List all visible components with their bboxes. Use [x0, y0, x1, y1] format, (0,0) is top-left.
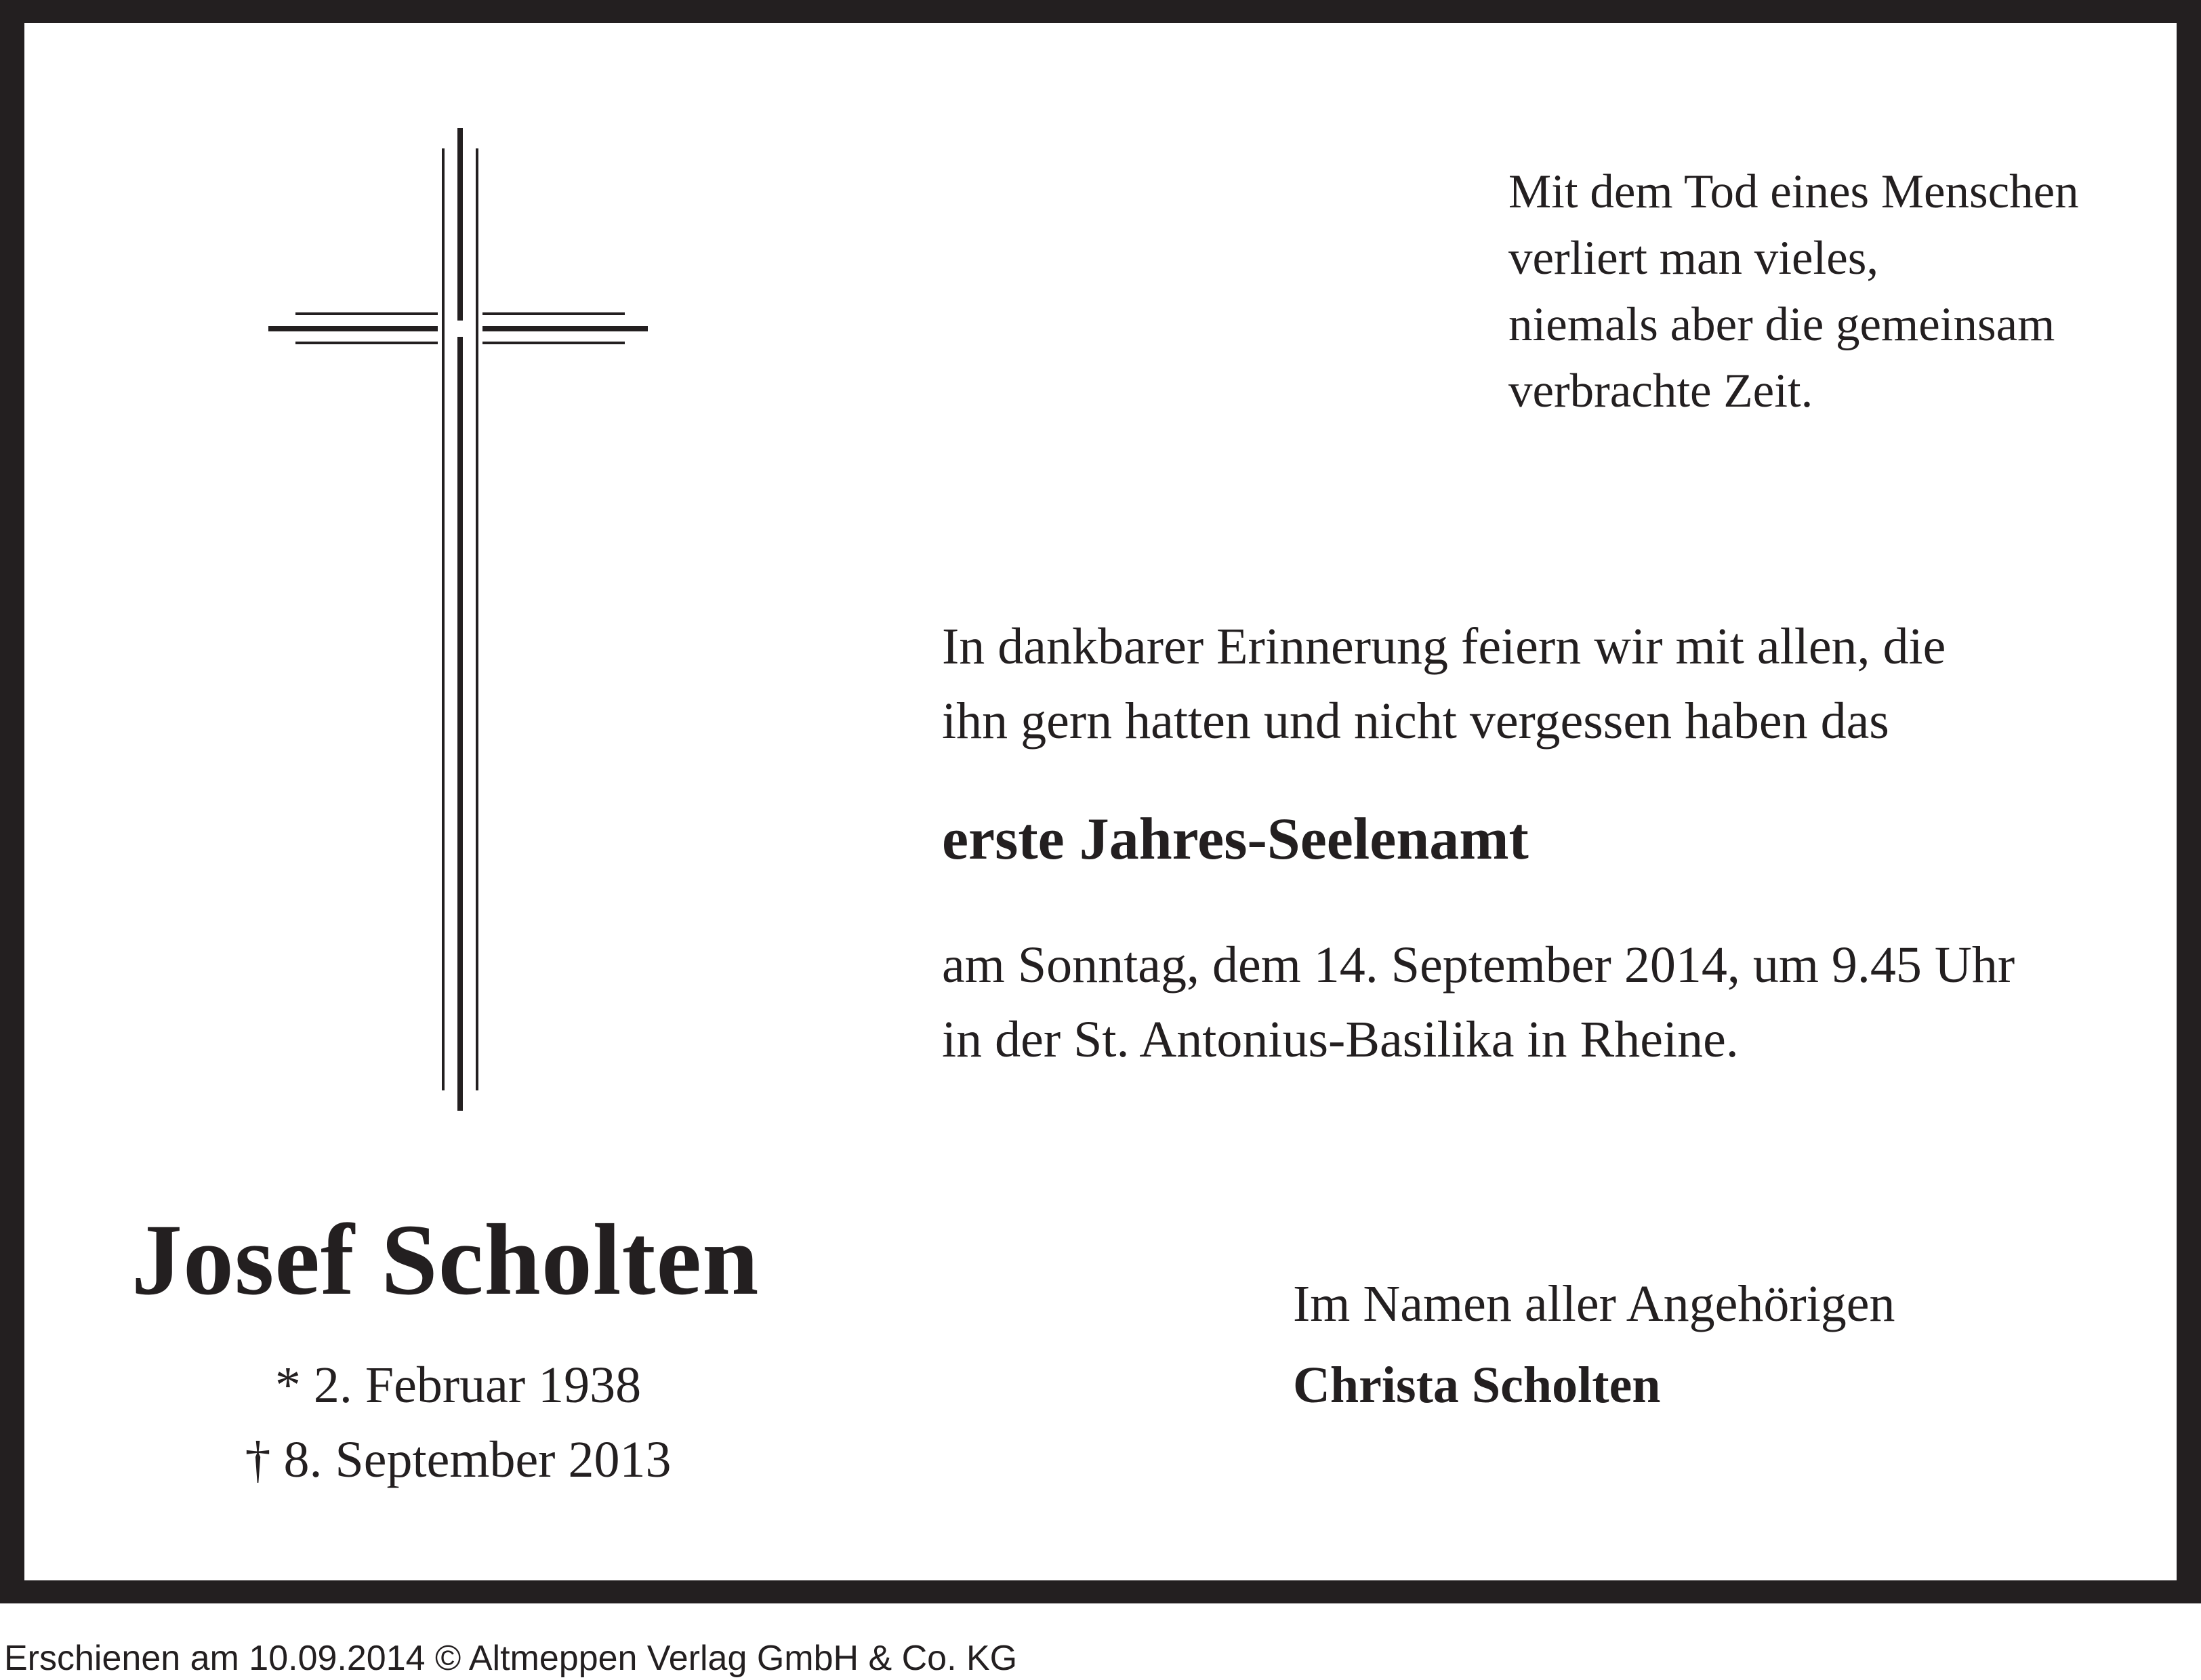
motto-line: verbrachte Zeit. — [1508, 365, 1813, 417]
cross-icon — [268, 128, 648, 1111]
death-date: † 8. September 2013 — [245, 1431, 672, 1488]
motto-verse — [1508, 159, 2186, 424]
mass-when-line: am Sonntag, dem 14. September 2014, um 9.45 Uhr — [942, 937, 2015, 993]
signoff — [1293, 1263, 1895, 1426]
motto-line: niemals aber die gemeinsam — [1508, 298, 2055, 351]
life-dates — [133, 1348, 783, 1497]
signer-name: Christa Scholten — [1293, 1357, 1661, 1414]
birth-date: * 2. Februar 1938 — [274, 1357, 642, 1414]
memory-text — [942, 609, 2196, 758]
deceased-name: Josef Scholten — [131, 1204, 760, 1316]
mass-date-location — [942, 928, 2196, 1077]
motto-line: verliert man vieles, — [1508, 232, 1879, 285]
memory-line: In dankbarer Erinnerung feiern wir mit allen, die — [942, 618, 1946, 675]
memory-line: ihn gern hatten und nicht vergessen haben das — [942, 693, 1889, 750]
publication-footer: Erschienen am 10.09.2014 © Altmeppen Verlag GmbH & Co. KG — [4, 1639, 1018, 1678]
mass-title: erste Jahres-Seelenamt — [942, 806, 1529, 872]
motto-line: Mit dem Tod eines Menschen — [1508, 165, 2079, 218]
signoff-phrase: Im Namen aller Angehörigen — [1293, 1275, 1895, 1332]
mass-when-line: in der St. Antonius-Basilika in Rheine. — [942, 1011, 1739, 1068]
